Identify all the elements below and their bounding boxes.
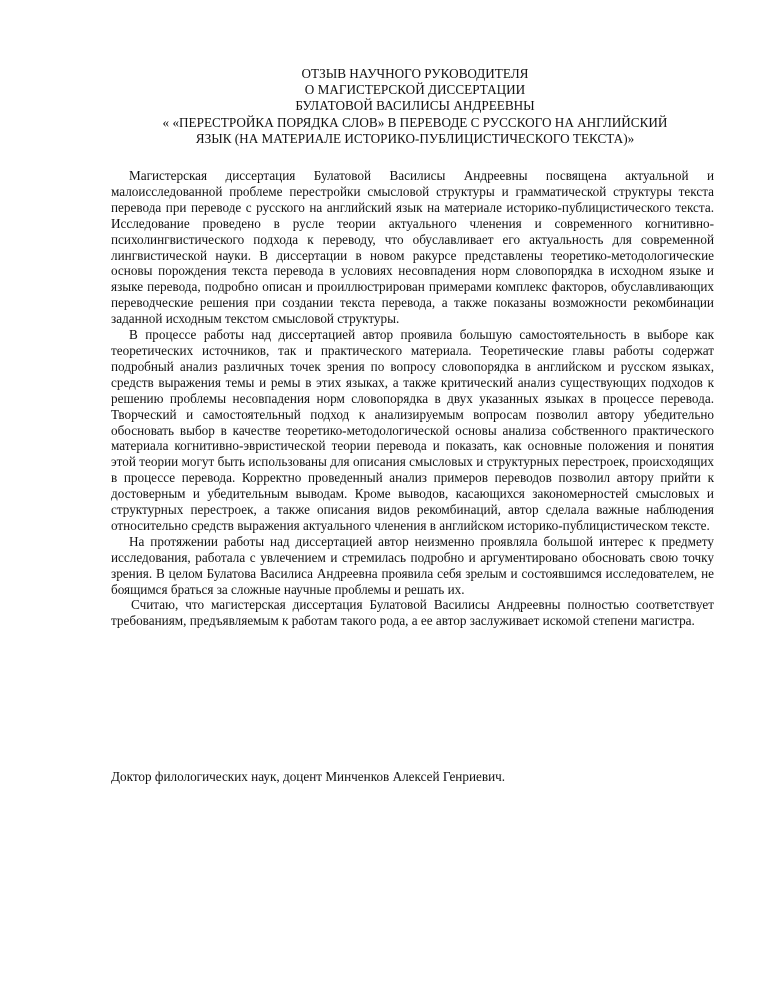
title-line-5: ЯЗЫК (НА МАТЕРИАЛЕ ИСТОРИКО-ПУБЛИЦИСТИЧЕСКОГО ТЕКСТА)» — [195, 130, 635, 146]
title-line-1: ОТЗЫВ НАУЧНОГО РУКОВОДИТЕЛЯ — [301, 66, 529, 81]
paragraph-3: На протяжении работы над диссертацией автор неизменно проявляла большой интерес к предмету исследования, работала с увлечением и стремилась подробно и аргументировано обосновать свою точку зрения. В целом Булатова Василиса Андреевна проявила себя зрелым и состоявшимся исследователем, не боящимся браться за сложные научные проблемы и решать их. — [111, 533, 714, 597]
signature-line: Доктор филологических наук, доцент Минченков Алексей Генриевич. — [111, 769, 506, 784]
title-line-3: БУЛАТОВОЙ ВАСИЛИСЫ АНДРЕЕВНЫ — [295, 98, 535, 114]
title-line-2: О МАГИСТЕРСКОЙ ДИССЕРТАЦИИ — [304, 82, 526, 98]
paragraph-2: В процессе работы над диссертацией автор проявила большую самостоятельность в выборе как теоретических источников, так и практического материала. Теоретические главы работы содержат подробный анализ различных точек зрения по вопросу словопорядка в английском и русском языках, средств выражения темы и ремы в этих языках, а также критический анализ существующих подходов к решению проблемы несовпадения норм словопорядка в двух указанных языках в процессе перевода. Творческий и самостоятельный подход к анализируемым вопросам позволил автору убедительно обосновать выбор в качестве теоретико-методологической основы анализа собственного практического материала когнитивно-эвристической теории перевода и показать, как основные положения и понятия этой теории могут быть использованы для описания смысловых и структурных перестроек, происходящих в процессе перевода. Корректно проведенный анализ примеров переводов позволил автору прийти к достоверным и убедительным выводам. Кроме выводов, касающихся закономерностей смысловых и структурных перестроек, а также описания видов рекомбинаций, автор сделала важные наблюдения относительно средств выражения актуального членения в английском историко-публицистическом тексте. — [111, 327, 714, 533]
title-line-4: « «ПЕРЕСТРОЙКА ПОРЯДКА СЛОВ» В ПЕРЕВОДЕ С РУССКОГО НА АНГЛИЙСКИЙ — [162, 114, 668, 130]
document-body — [111, 168, 714, 629]
document-title — [100, 66, 730, 147]
paragraph-1: Магистерская диссертация Булатовой Василисы Андреевны посвящена актуальной и малоисследованной проблеме перестройки смысловой структуры и грамматической структуры текста перевода при переводе с русского на английский язык на материале историко-публицистического текста. Исследование проведено в русле теории актуального членения и современного когнитивно-психолингвистического подхода к переводу, что обуславливает его актуальность для современной лингвистической науки. В диссертации в новом ракурсе представлены теоретико-методологические основы порождения текста перевода в условиях несовпадения норм словопорядка в исходном языке и языке перевода, подробно описан и проиллюстрирован примерами комплекс факторов, обуславливающих переводческие решения при создании текста перевода, а также показаны возможности рекомбинации заданной исходным текстом смысловой структуры. — [111, 168, 714, 327]
paragraph-4: Считаю, что магистерская диссертация Булатовой Василисы Андреевны полностью соответствует требованиям, предъявляемым к работам такого рода, а ее автор заслуживает искомой степени магистра. — [111, 597, 714, 629]
